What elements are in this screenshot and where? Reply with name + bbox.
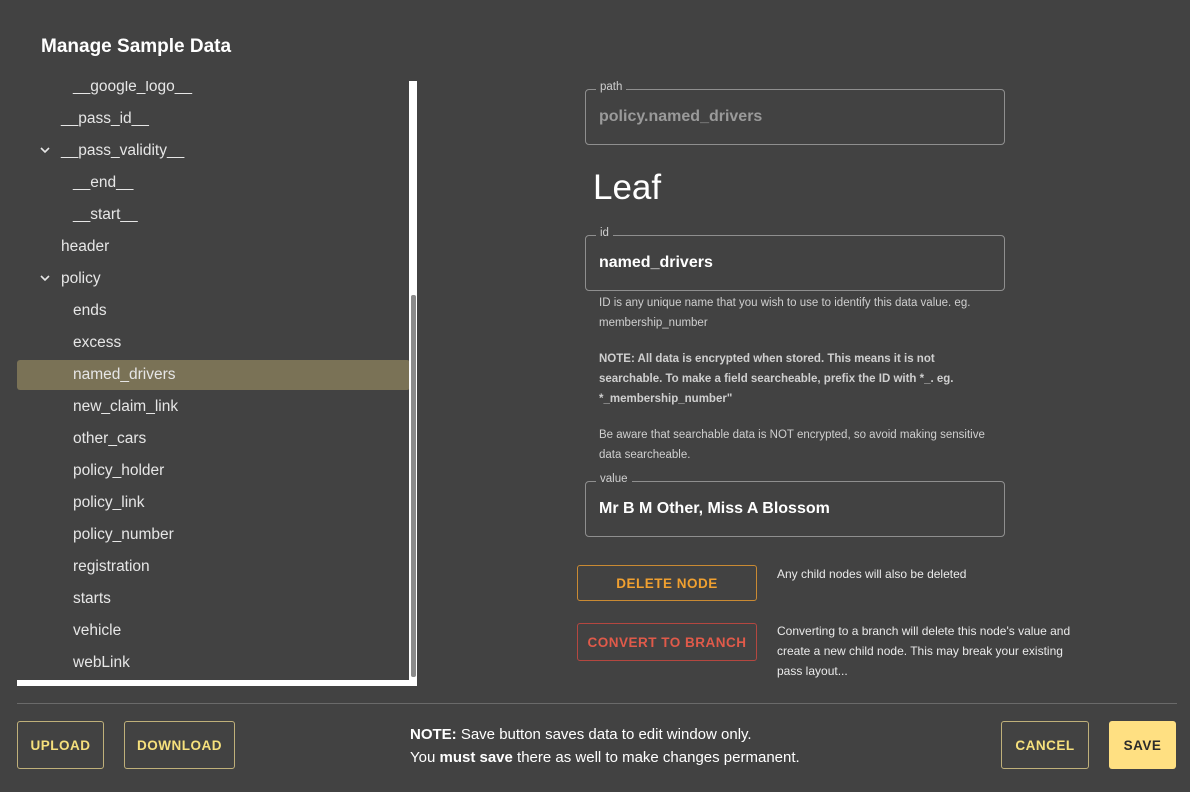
save-note-text-1: Save button saves data to edit window only. [456, 726, 752, 743]
tree-item-label: policy [61, 270, 101, 287]
tree-item-label: ends [73, 302, 107, 319]
tree-item-label: vehicle [73, 622, 122, 639]
save-button[interactable]: SAVE [1109, 721, 1176, 769]
tree-item-label: __google_logo__ [73, 81, 192, 95]
id-field[interactable] [585, 227, 1005, 291]
tree-item[interactable] [17, 424, 410, 454]
id-input[interactable] [599, 254, 989, 272]
tree-item[interactable] [17, 616, 410, 646]
tree-item[interactable] [17, 520, 410, 550]
node-type-heading: Leaf [593, 168, 662, 207]
tree-item[interactable] [17, 264, 410, 294]
tree-item[interactable] [17, 168, 410, 198]
tree-item-label: webLink [73, 654, 130, 671]
delete-node-note: Any child nodes will also be deleted [777, 567, 967, 581]
id-field-label: id [596, 227, 613, 239]
id-help-text: ID is any unique name that you wish to use to identify this data value. eg. membership_number [599, 297, 971, 329]
tree-item-label: named_drivers [73, 366, 176, 383]
upload-button[interactable]: UPLOAD [17, 721, 104, 769]
tree-item[interactable] [17, 456, 410, 486]
tree-item[interactable] [17, 136, 410, 166]
tree-item-label: registration [73, 558, 150, 575]
tree-scrollbar-thumb[interactable] [411, 295, 416, 677]
data-tree [17, 81, 417, 686]
path-field-label: path [596, 81, 626, 93]
convert-to-branch-button[interactable]: CONVERT TO BRANCH [577, 623, 757, 661]
tree-item-label: new_claim_link [73, 398, 179, 415]
tree-item-label: other_cars [73, 430, 147, 447]
chevron-down-icon[interactable] [39, 136, 51, 166]
save-note-text-2b: there as well to make changes permanent. [512, 749, 800, 766]
tree-item[interactable] [17, 584, 410, 614]
path-input [599, 108, 989, 126]
tree-item[interactable] [17, 232, 410, 262]
save-note-line-2 [410, 746, 800, 769]
encryption-note: NOTE: All data is encrypted when stored. This means it is not searchable. To make a field searcheable, prefix the ID with *_. eg. *_membership_number" [599, 353, 954, 405]
save-note-prefix: NOTE: [410, 726, 457, 743]
tree-item-label: excess [73, 334, 122, 351]
chevron-down-icon[interactable] [39, 264, 51, 294]
tree-item[interactable] [17, 104, 410, 134]
tree-scrollbar[interactable] [409, 81, 417, 686]
save-note-line-1 [410, 723, 800, 746]
convert-to-branch-note: Converting to a branch will delete this node's value and create a new child node. This may break your existing pass layout... [777, 624, 1071, 678]
tree-item-label: policy_link [73, 494, 145, 511]
save-note-emphasis: must save [439, 749, 513, 766]
delete-node-button[interactable]: DELETE NODE [577, 565, 757, 601]
dialog-title: Manage Sample Data [41, 36, 232, 57]
tree-item-label: __end__ [73, 174, 134, 191]
tree-item-label: policy_number [73, 526, 174, 543]
tree-item[interactable] [17, 328, 410, 358]
searchable-warning: Be aware that searchable data is NOT encrypted, so avoid making sensitive data searcheable. [599, 429, 985, 461]
tree-item[interactable] [17, 81, 410, 102]
value-field-label: value [596, 473, 632, 485]
value-field[interactable] [585, 473, 1005, 537]
save-note [410, 723, 800, 769]
tree-item[interactable] [17, 296, 410, 326]
save-note-text-2a: You [410, 749, 440, 766]
download-button[interactable]: DOWNLOAD [124, 721, 235, 769]
tree-item-label: starts [73, 590, 111, 607]
tree-item-label: __pass_id__ [61, 110, 149, 127]
cancel-button[interactable]: CANCEL [1001, 721, 1089, 769]
path-field [585, 81, 1005, 145]
footer-divider [17, 703, 1177, 704]
tree-item-label: __start__ [73, 206, 138, 223]
tree-item-label: policy_holder [73, 462, 165, 479]
tree-item[interactable] [17, 392, 410, 422]
tree-item[interactable] [17, 552, 410, 582]
tree-item-label: __pass_validity__ [61, 142, 185, 159]
tree-item[interactable] [17, 200, 410, 230]
tree-item[interactable] [17, 648, 410, 678]
tree-item[interactable] [17, 360, 410, 390]
value-input[interactable] [599, 500, 989, 518]
tree-item[interactable] [17, 488, 410, 518]
tree-horizontal-scrollbar[interactable] [17, 680, 417, 686]
tree-item-label: header [61, 238, 110, 255]
